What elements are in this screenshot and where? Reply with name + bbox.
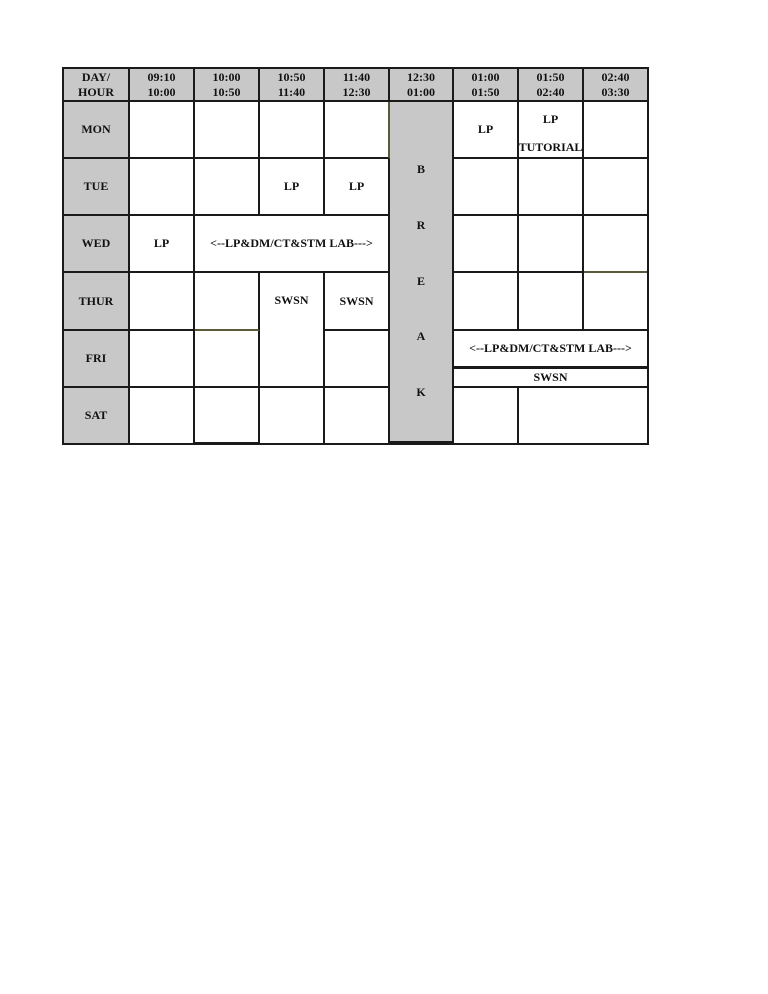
slot-8-end: 03:30	[601, 84, 630, 99]
thur-period-6	[454, 273, 519, 331]
sat-period-6	[454, 388, 519, 443]
sat-period-1	[130, 388, 195, 443]
thur-period-2	[195, 273, 260, 331]
sat-period-2	[195, 388, 260, 443]
slot-2-end: 10:50	[212, 84, 241, 99]
thur-period-4: SWSN	[325, 273, 390, 331]
slot-break-start: 12:30	[407, 69, 435, 84]
tue-period-1	[130, 159, 195, 216]
sat-period-7-8	[519, 388, 647, 443]
header-day-hour	[64, 69, 130, 102]
tue-period-7	[519, 159, 584, 216]
mon-period-8	[584, 102, 647, 159]
break-column	[390, 102, 454, 443]
header-slot-1	[130, 69, 195, 102]
slot-1-end: 10:00	[147, 84, 176, 99]
mon-period-7	[519, 102, 584, 159]
header-slot-8	[584, 69, 647, 102]
timetable	[62, 67, 649, 445]
day-label-mon: MON	[64, 102, 130, 159]
mon-period-4	[325, 102, 390, 159]
day-label-thur: THUR	[64, 273, 130, 331]
header-slot-4	[325, 69, 390, 102]
mon-period-2	[195, 102, 260, 159]
slot-8-start: 02:40	[601, 69, 630, 84]
tue-period-4: LP	[325, 159, 390, 216]
day-label-fri: FRI	[64, 331, 130, 388]
break-letter: R	[416, 217, 426, 232]
break-letter: K	[416, 385, 426, 400]
slot-6-end: 01:50	[471, 84, 500, 99]
thur-period-3: SWSN	[260, 273, 325, 388]
slot-4-start: 11:40	[342, 69, 371, 84]
slot-7-end: 02:40	[536, 84, 565, 99]
header-slot-3	[260, 69, 325, 102]
wed-period-7	[519, 216, 584, 273]
slot-2-start: 10:00	[212, 69, 241, 84]
fri-period-2	[195, 331, 260, 388]
break-letter: B	[416, 162, 425, 176]
mon-period-7-tutorial: TUTORIAL	[518, 140, 583, 154]
header-slot-7	[519, 69, 584, 102]
day-label-sat: SAT	[64, 388, 130, 443]
slot-6-start: 01:00	[471, 69, 500, 84]
mon-period-3	[260, 102, 325, 159]
slot-4-end: 12:30	[342, 84, 371, 99]
slot-3-end: 11:40	[277, 84, 306, 99]
header-hour-label: HOUR	[78, 84, 114, 99]
sat-period-3	[260, 388, 325, 443]
break-letter: E	[416, 273, 425, 288]
mon-period-1	[130, 102, 195, 159]
wed-period-1: LP	[130, 216, 195, 273]
fri-period-1	[130, 331, 195, 388]
wed-lab-block: <--LP&DM/CT&STM LAB--->	[195, 216, 390, 273]
slot-3-start: 10:50	[277, 69, 306, 84]
thur-period-8	[584, 273, 647, 331]
slot-1-start: 09:10	[147, 69, 176, 84]
header-slot-2	[195, 69, 260, 102]
day-label-wed: WED	[64, 216, 130, 273]
mon-period-6: LP	[454, 102, 519, 159]
tue-period-3: LP	[260, 159, 325, 216]
wed-period-6	[454, 216, 519, 273]
fri-lab-block: <--LP&DM/CT&STM LAB--->	[454, 331, 647, 369]
sat-period-4	[325, 388, 390, 443]
thur-period-1	[130, 273, 195, 331]
slot-break-end: 01:00	[407, 84, 435, 99]
tue-period-6	[454, 159, 519, 216]
wed-period-8	[584, 216, 647, 273]
fri-swsn: SWSN	[454, 369, 647, 388]
tue-period-2	[195, 159, 260, 216]
header-slot-6	[454, 69, 519, 102]
thur-period-7	[519, 273, 584, 331]
day-label-tue: TUE	[64, 159, 130, 216]
break-letter: A	[416, 329, 426, 344]
slot-7-start: 01:50	[536, 69, 565, 84]
header-slot-break	[390, 69, 454, 102]
mon-period-7-subject: LP	[542, 112, 559, 126]
tue-period-8	[584, 159, 647, 216]
header-day-label: DAY/	[81, 69, 111, 84]
fri-period-4	[325, 331, 390, 388]
